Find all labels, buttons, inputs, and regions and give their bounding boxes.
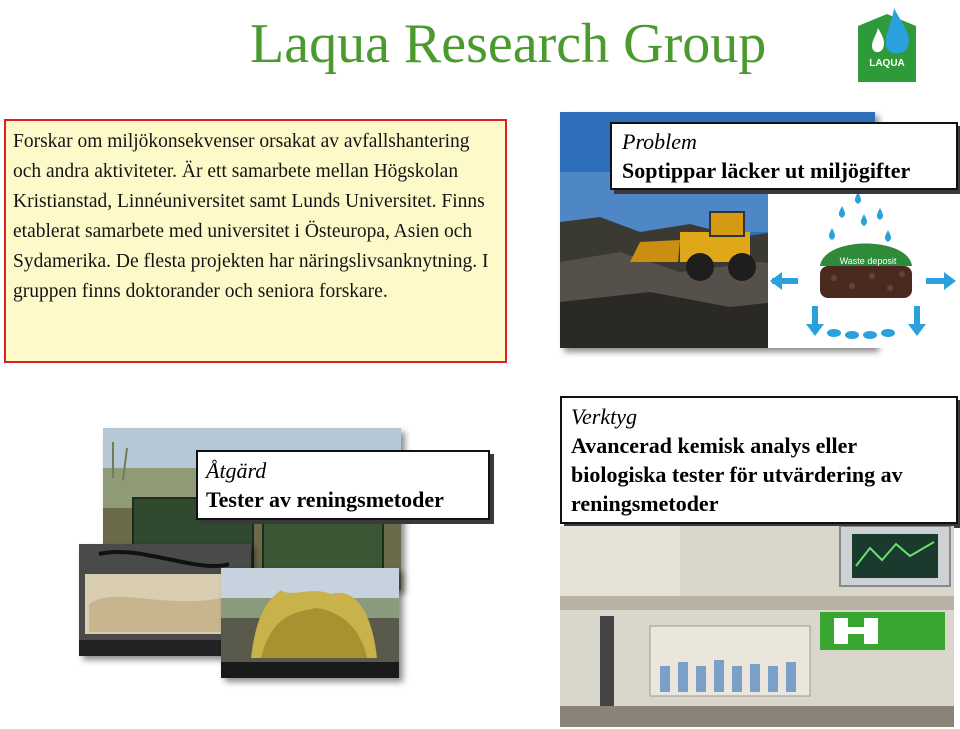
action-label: Åtgärd: [206, 458, 267, 483]
water-drop-icon: [852, 6, 922, 86]
reed-bed-photo: [221, 568, 399, 678]
laqua-logo: [852, 6, 922, 86]
problem-text: Soptippar läcker ut miljögifter: [622, 158, 911, 183]
action-text: Tester av reningsmetoder: [206, 487, 444, 512]
tools-text: Avancerad kemisk analys eller biologiska tester för utvärdering av reningsmetoder: [571, 433, 903, 516]
problem-box: [610, 122, 958, 190]
logo-text: LAQUA: [869, 58, 905, 69]
waste-deposit-diagram: [768, 190, 958, 348]
waste-deposit-label: Waste deposit: [839, 256, 897, 266]
problem-label: Problem: [622, 129, 697, 154]
h-letter-icon: [820, 612, 945, 650]
tools-box: [560, 396, 958, 524]
university-logo: [820, 612, 945, 650]
action-box: [196, 450, 490, 520]
tools-label: Verktyg: [571, 404, 637, 429]
page-title: Laqua Research Group: [250, 13, 767, 75]
intro-text-box: Forskar om miljökonsekvenser orsakat av avfallshantering och andra aktiviteter. Är ett samarbete mellan Högskolan Kristianstad, Linnéuniversitet samt Lunds Universitet. Finns etablerat samarbete med universitet i Östeuropa, Asien och Sydamerika. De flesta projekten har näringslivsanknytning. I gruppen finns doktorander och seniora forskare.: [4, 119, 507, 363]
